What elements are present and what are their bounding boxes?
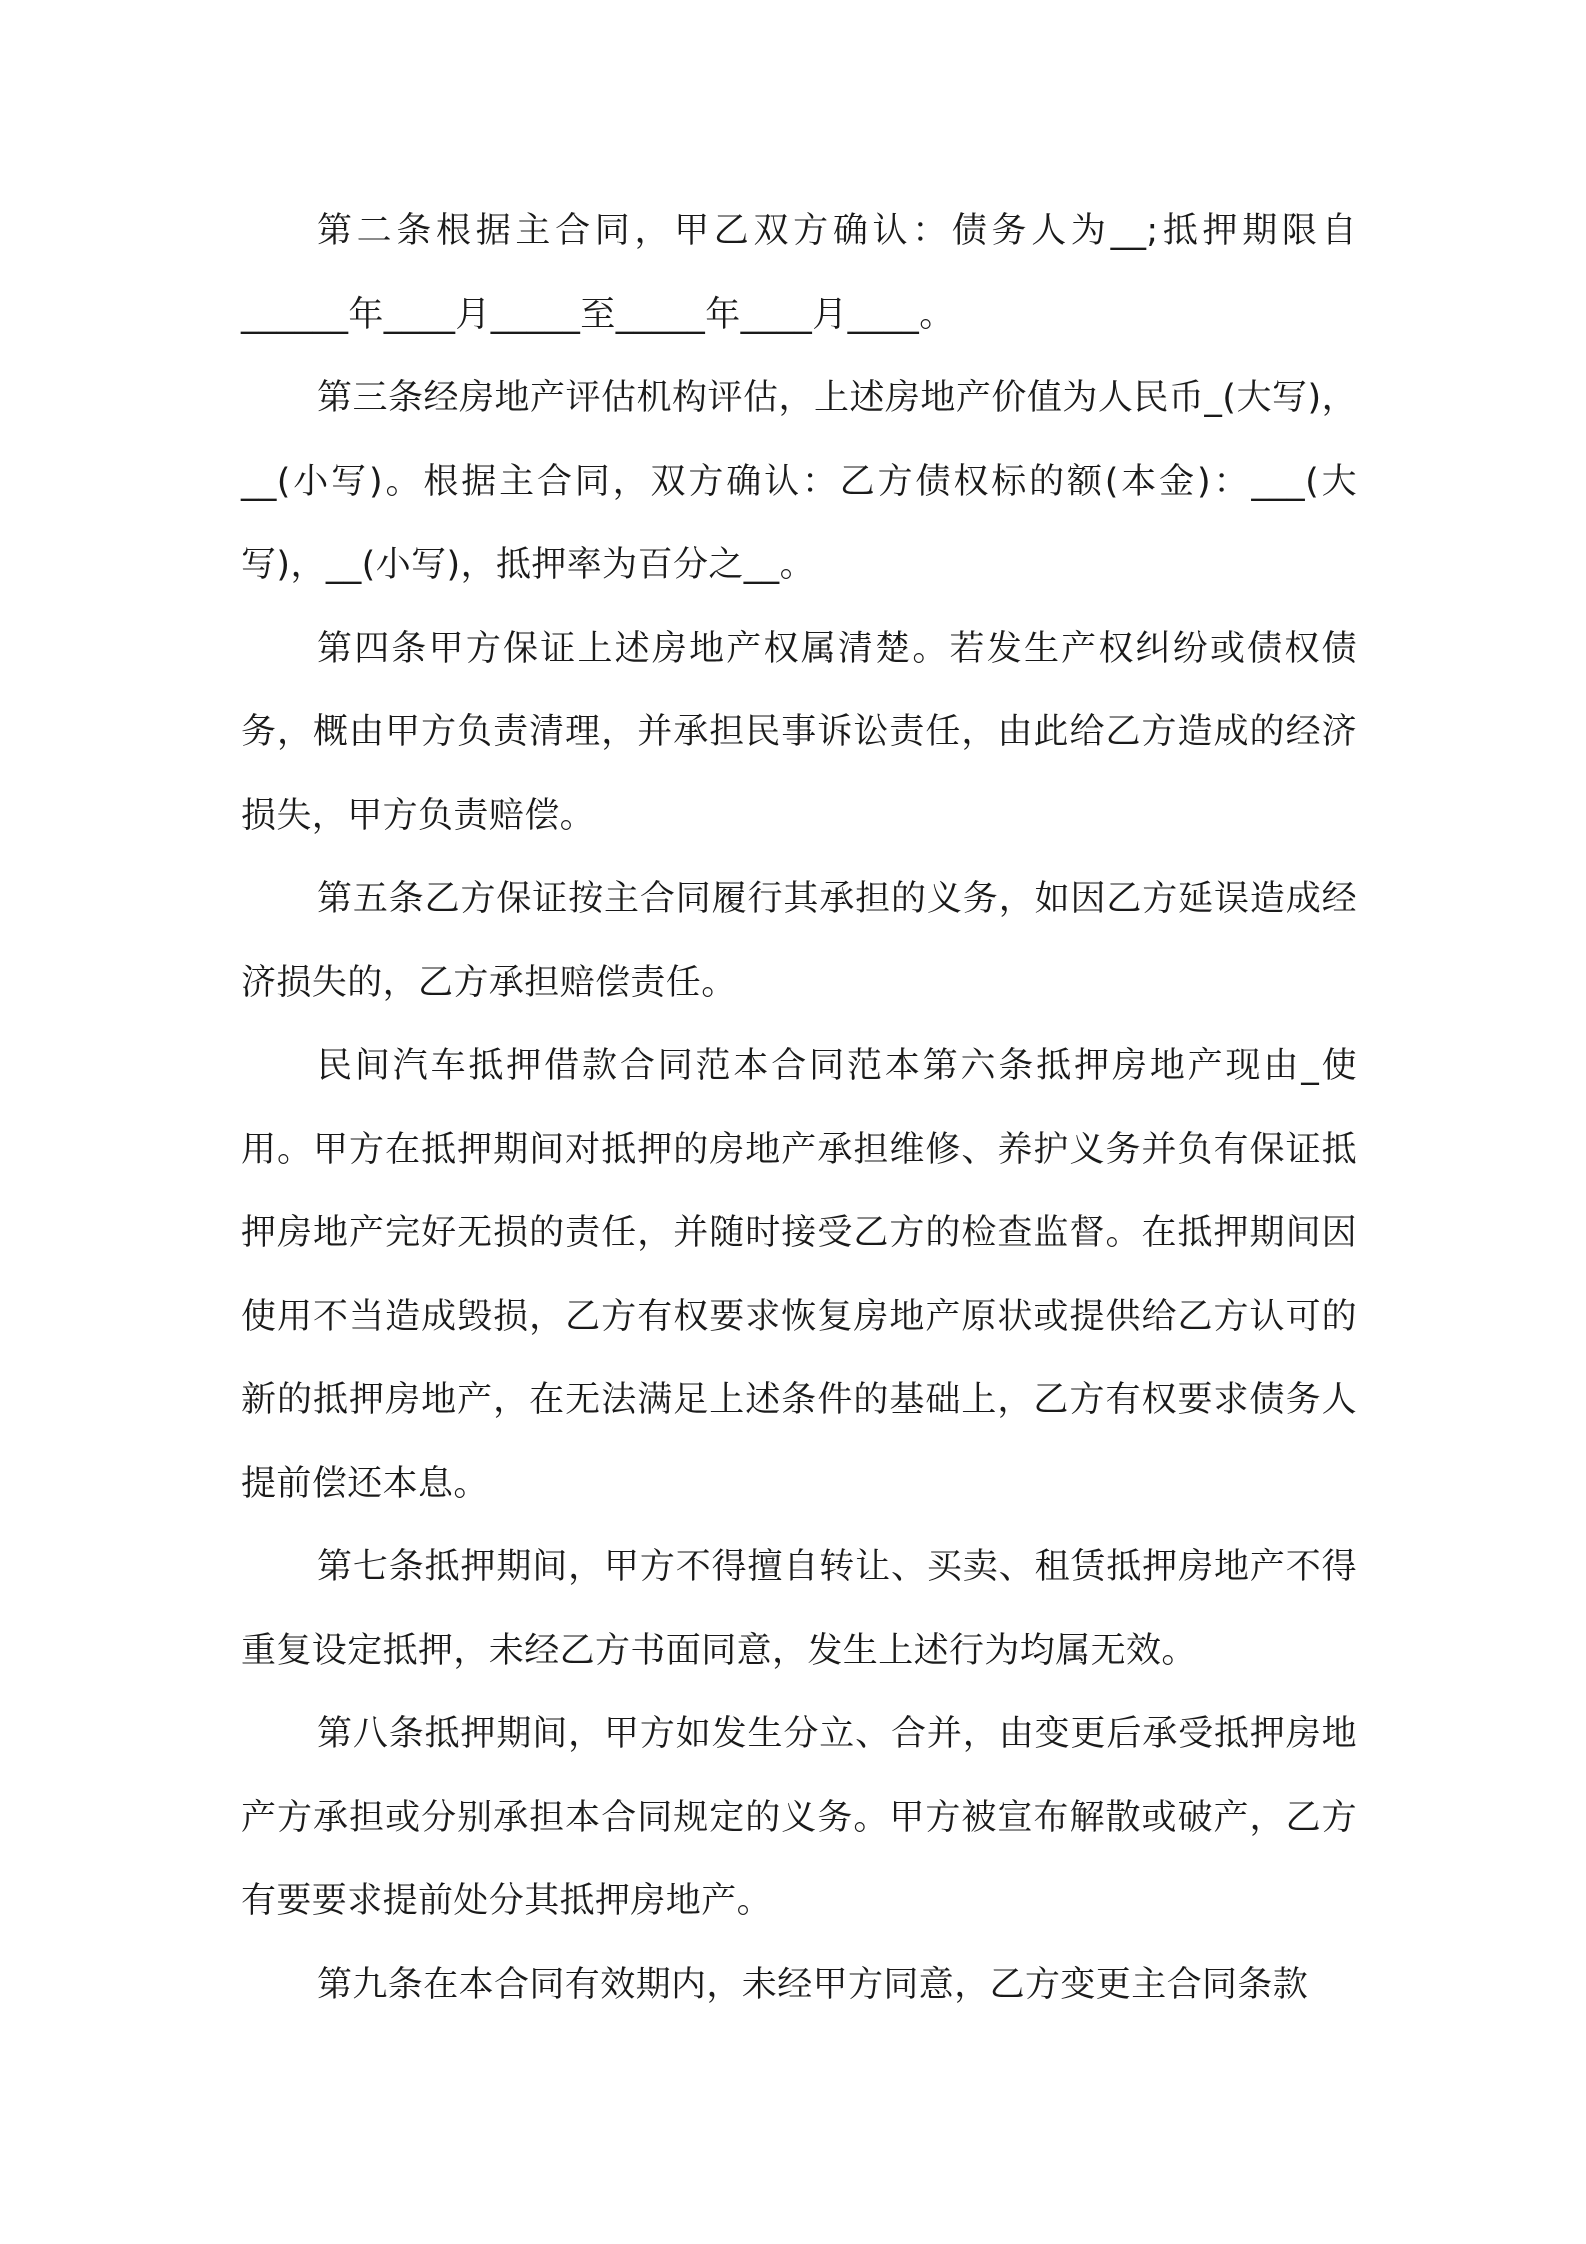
clause-7-paragraph: 第七条抵押期间，甲方不得擅自转让、买卖、租赁抵押房地产不得重复设定抵押，未经乙方书面同意，发生上述行为均属无效。 xyxy=(241,1547,1357,1671)
clause-6-paragraph: 民间汽车抵押借款合同范本合同范本第六条抵押房地产现由_使用。甲方在抵押期间对抵押的房地产承担维修、养护义务并负有保证抵押房地产完好无损的责任，并随时接受乙方的检查监督。在抵押期间因使用不当造成毁损，乙方有权要求恢复房地产原状或提供给乙方认可的新的抵押房地产，在无法满足上述条件的基础上，乙方有权要求债务人提前偿还本息。 xyxy=(241,1046,1357,1504)
clause-2-paragraph: 第二条根据主合同，甲乙双方确认：债务人为__;抵押期限自______年____月_____至_____年____月____。 xyxy=(241,211,1357,335)
clause-5-paragraph: 第五条乙方保证按主合同履行其承担的义务，如因乙方延误造成经济损失的，乙方承担赔偿责任。 xyxy=(241,879,1357,1003)
clause-3-paragraph: 第三条经房地产评估机构评估，上述房地产价值为人民币_(大写)，__(小写)。根据主合同，双方确认：乙方债权标的额(本金)：___(大写)，__(小写)，抵押率为百分之__。 xyxy=(241,378,1357,585)
clause-8-paragraph: 第八条抵押期间，甲方如发生分立、合并，由变更后承受抵押房地产方承担或分别承担本合同规定的义务。甲方被宣布解散或破产，乙方有要要求提前处分其抵押房地产。 xyxy=(241,1714,1357,1921)
clause-4-paragraph: 第四条甲方保证上述房地产权属清楚。若发生产权纠纷或债权债务，概由甲方负责清理，并承担民事诉讼责任，由此给乙方造成的经济损失，甲方负责赔偿。 xyxy=(241,628,1357,836)
clause-9-paragraph: 第九条在本合同有效期内，未经甲方同意，乙方变更主合同条款 xyxy=(317,1964,1309,2005)
document-body xyxy=(241,190,1357,2027)
